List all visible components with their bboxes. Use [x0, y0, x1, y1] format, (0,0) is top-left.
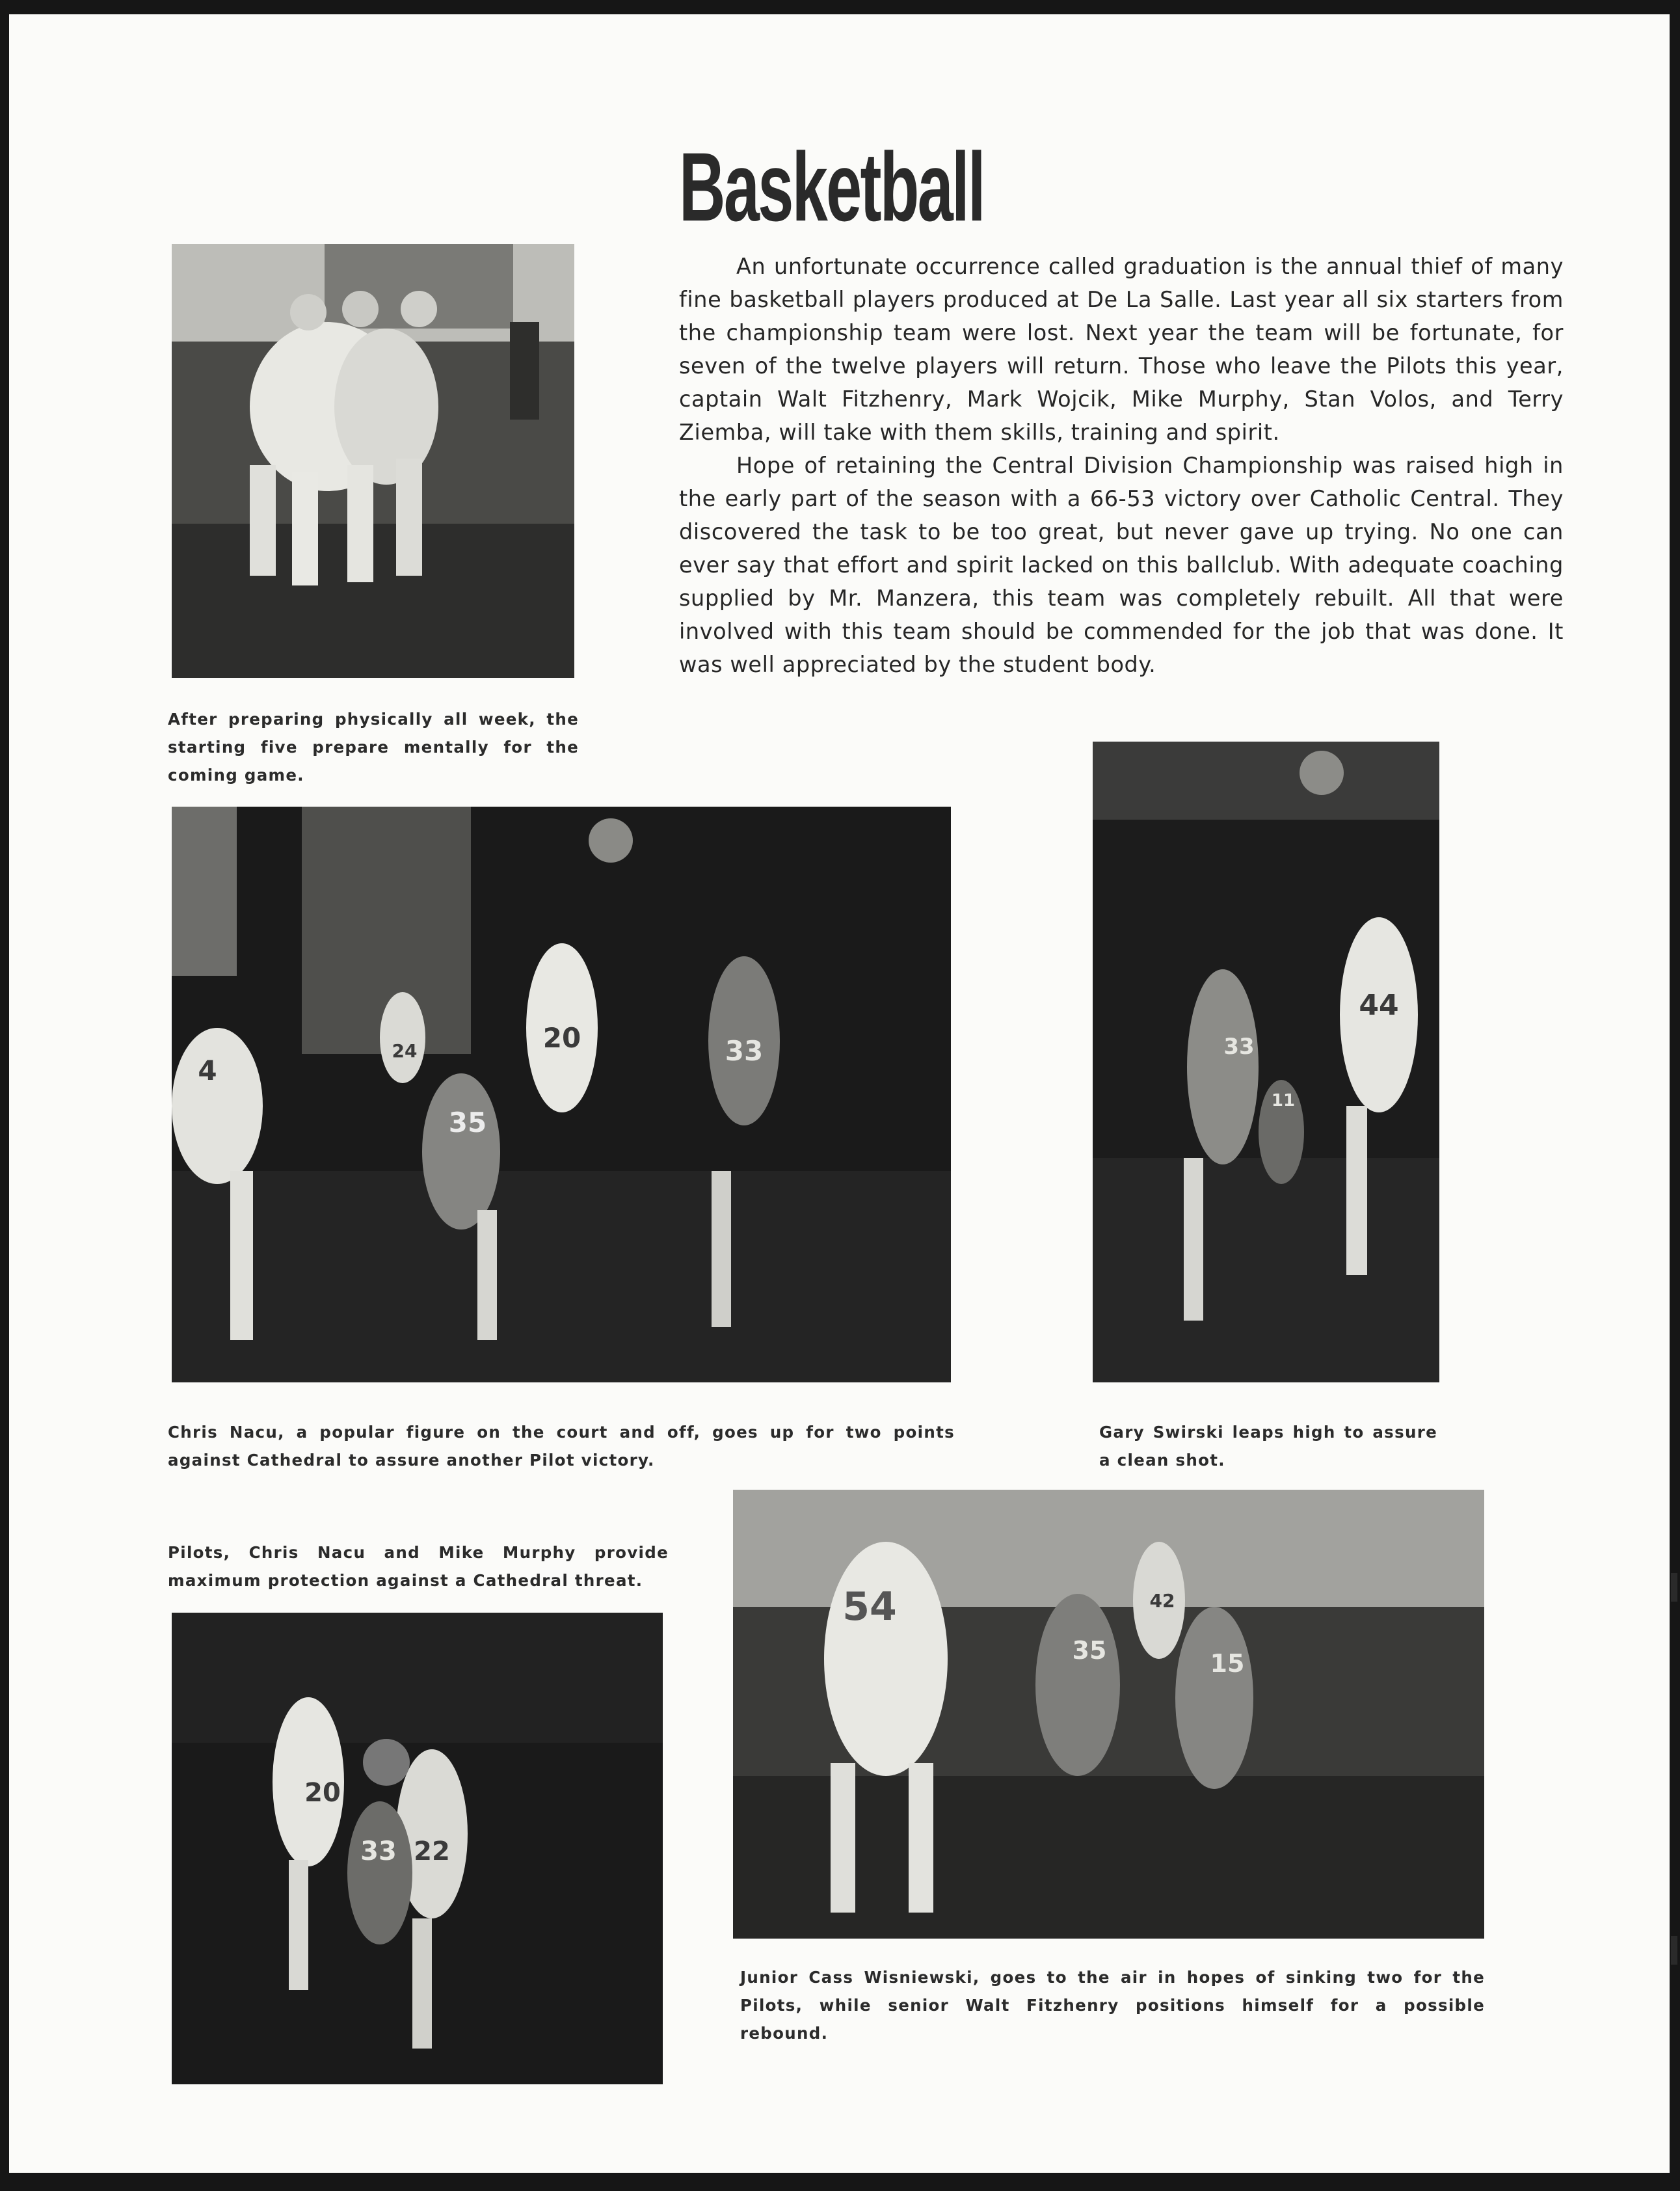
article-body: [679, 250, 1564, 681]
jersey-number: 22: [414, 1836, 450, 1866]
photo-defense: [172, 1613, 663, 2084]
caption-pilots: Pilots, Chris Nacu and Mike Murphy provide maximum protection against a Cathedral threat.: [168, 1543, 669, 1590]
jersey-number: 4: [198, 1055, 217, 1086]
jersey-number: 33: [725, 1035, 764, 1067]
photo-rebound: [733, 1490, 1484, 1939]
huddle-image: [172, 244, 574, 678]
jersey-number: 35: [448, 1107, 487, 1138]
layup-image: [172, 807, 951, 1382]
photo-jump-shot: [1093, 742, 1439, 1382]
page-edge-mark: [1671, 1936, 1677, 1965]
jersey-number: 35: [1072, 1636, 1107, 1665]
article-paragraph: An unfortunate occurrence called graduation is the annual thief of many fine basketball players produced at De La Salle. Last year all six starters from the championship team were lost. Next year the team will be fortunate, for seven of the twelve players will return. Those who leave the Pilots this year, captain Walt Fitzhenry, Mark Wojcik, Mike Murphy, Stan Volos, and Terry Ziemba, will take with them skills, training and spirit.: [679, 254, 1564, 445]
page-edge-mark: [1671, 1573, 1677, 1602]
jersey-number: 20: [542, 1022, 581, 1054]
yearbook-page: [9, 14, 1670, 2173]
jersey-number: 33: [360, 1836, 397, 1866]
jersey-number: 54: [842, 1584, 897, 1630]
jersey-number: 15: [1210, 1649, 1245, 1678]
jersey-number: 24: [392, 1040, 418, 1062]
rebound-image: [733, 1490, 1484, 1939]
jump-shot-image: [1093, 742, 1439, 1382]
jersey-number: 11: [1271, 1091, 1296, 1110]
caption-swirski: Gary Swirski leaps high to assure a clean shot.: [1099, 1423, 1437, 1470]
defense-image: [172, 1613, 663, 2084]
jersey-number: 33: [1223, 1034, 1255, 1060]
page-title: Basketball: [679, 132, 984, 241]
article-paragraph: Hope of retaining the Central Division Championship was raised high in the early part of the season with a 66-53 victory over Catholic Central. They discovered the task to be too great, but never gave up trying. No one can ever say that effort and spirit lacked on this ballclub. With adequate coaching supplied by Mr. Manzera, this team was completely rebuilt. All that were involved with this team should be commended for the job that was done. It was well appreciated by the student body.: [679, 453, 1564, 677]
photo-huddle: [172, 244, 574, 678]
jersey-number: 42: [1149, 1590, 1175, 1611]
caption-wisniewski: Junior Cass Wisniewski, goes to the air in hopes of sinking two for the Pilots, while senior Walt Fitzhenry positions himself for a possible rebound.: [740, 1968, 1485, 2043]
photo-layup: [172, 807, 951, 1382]
jersey-number: 20: [304, 1778, 341, 1808]
caption-nacu: Chris Nacu, a popular figure on the court and off, goes up for two points against Cathedral to assure another Pilot victory.: [168, 1423, 955, 1470]
jersey-number: 44: [1359, 989, 1399, 1022]
caption-huddle: After preparing physically all week, the starting five prepare mentally for the coming game.: [168, 710, 579, 785]
